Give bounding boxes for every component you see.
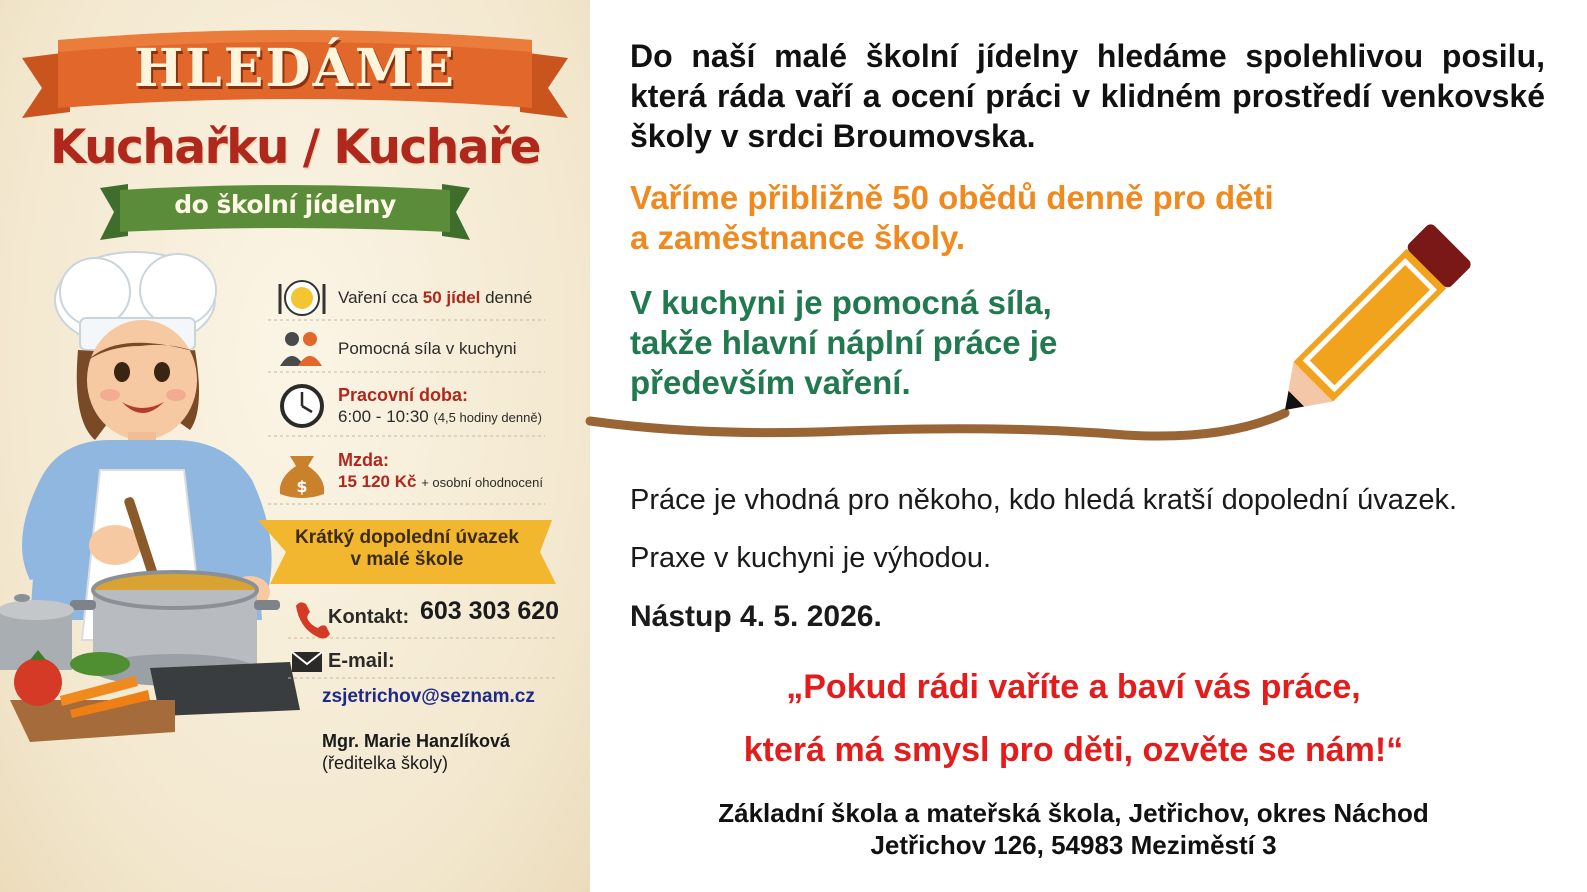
strip-line-1: Krátký dopolední úvazek (295, 527, 519, 548)
signer-role: (ředitelka školy) (322, 753, 449, 773)
info-row-helper (338, 338, 517, 359)
meals-note-line-2: a zaměstnance školy. (630, 219, 966, 256)
poster-job-subtitle: do školní jídelny (174, 190, 396, 219)
info-row-hours (338, 385, 542, 428)
pencil-decoration (585, 215, 1485, 455)
info-hours-note: (4,5 hodiny denně) (433, 410, 542, 425)
helper-note-line-2: takže hlavní náplní práce je (630, 324, 1058, 361)
poster-job-title: Kuchařku / Kuchaře (49, 120, 541, 175)
pencil-icon (1264, 222, 1473, 431)
quote-line-1: „Pokud rádi vaříte a baví vás práce, (786, 668, 1361, 706)
money-bag-icon (280, 456, 324, 498)
info-row-meals (338, 287, 532, 308)
info-row-salary (338, 450, 543, 493)
info-hours-value: 6:00 - 10:30 (338, 407, 429, 426)
info-meals-post: denné (480, 288, 533, 307)
helper-note-line-1: V kuchyni je pomocná síla, (630, 284, 1052, 321)
email-label: E-mail: (328, 650, 395, 672)
helper-note-line-3: především vaření. (630, 364, 911, 401)
address-line-2: Jetřichov 126, 54983 Meziměstí 3 (870, 830, 1277, 860)
info-meals-highlight: 50 jídel (422, 288, 481, 307)
people-icon (280, 332, 322, 366)
info-salary-value: 15 120 Kč (338, 472, 417, 491)
contact-email-link[interactable]: zsjetrichov@seznam.cz (322, 686, 535, 707)
signer-name: Mgr. Marie Hanzlíková (322, 731, 511, 751)
suitability-text: Práce je vhodná pro někoho, kdo hledá kratší dopolední úvazek. (630, 484, 1458, 516)
envelope-icon (292, 652, 322, 672)
quote-line-2: která má smysl pro děti, ozvěte se nám!“ (743, 731, 1404, 769)
meals-note-line-1: Vaříme přibližně 50 obědů denně pro děti (630, 179, 1274, 216)
contact-phone[interactable]: 603 303 620 (420, 597, 560, 625)
experience-text: Praxe v kuchyni je výhodou. (630, 542, 992, 574)
phone-icon (296, 602, 330, 638)
svg-text:$: $ (296, 477, 308, 496)
info-helper-text: Pomocná síla v kuchyni (338, 339, 517, 358)
school-address (560, 797, 1587, 861)
contact-label: Kontakt: (328, 606, 410, 628)
info-hours-label: Pracovní doba: (338, 385, 469, 405)
strip-text (272, 527, 542, 571)
clock-icon (282, 386, 322, 426)
info-salary-label: Mzda: (338, 450, 389, 470)
job-poster (0, 0, 590, 892)
address-line-1: Základní škola a mateřská škola, Jetřichov, okres Náchod (718, 798, 1429, 828)
info-meals-pre: Vaření cca (338, 288, 423, 307)
strip-line-2: v malé škole (350, 549, 464, 570)
intro-paragraph: Do naší malé školní jídelny hledáme spolehlivou posilu, která ráda vaří a ocení práci v klidném prostředí venkovské školy v srdci Broumovska. (630, 38, 1545, 154)
info-salary-note: + osobní ohodnocení (421, 475, 543, 490)
start-date-text: Nástup 4. 5. 2026. (630, 600, 882, 633)
poster-banner-title: HLEDÁME (134, 38, 456, 99)
plate-icon (280, 281, 324, 315)
drawn-line (590, 413, 1285, 436)
